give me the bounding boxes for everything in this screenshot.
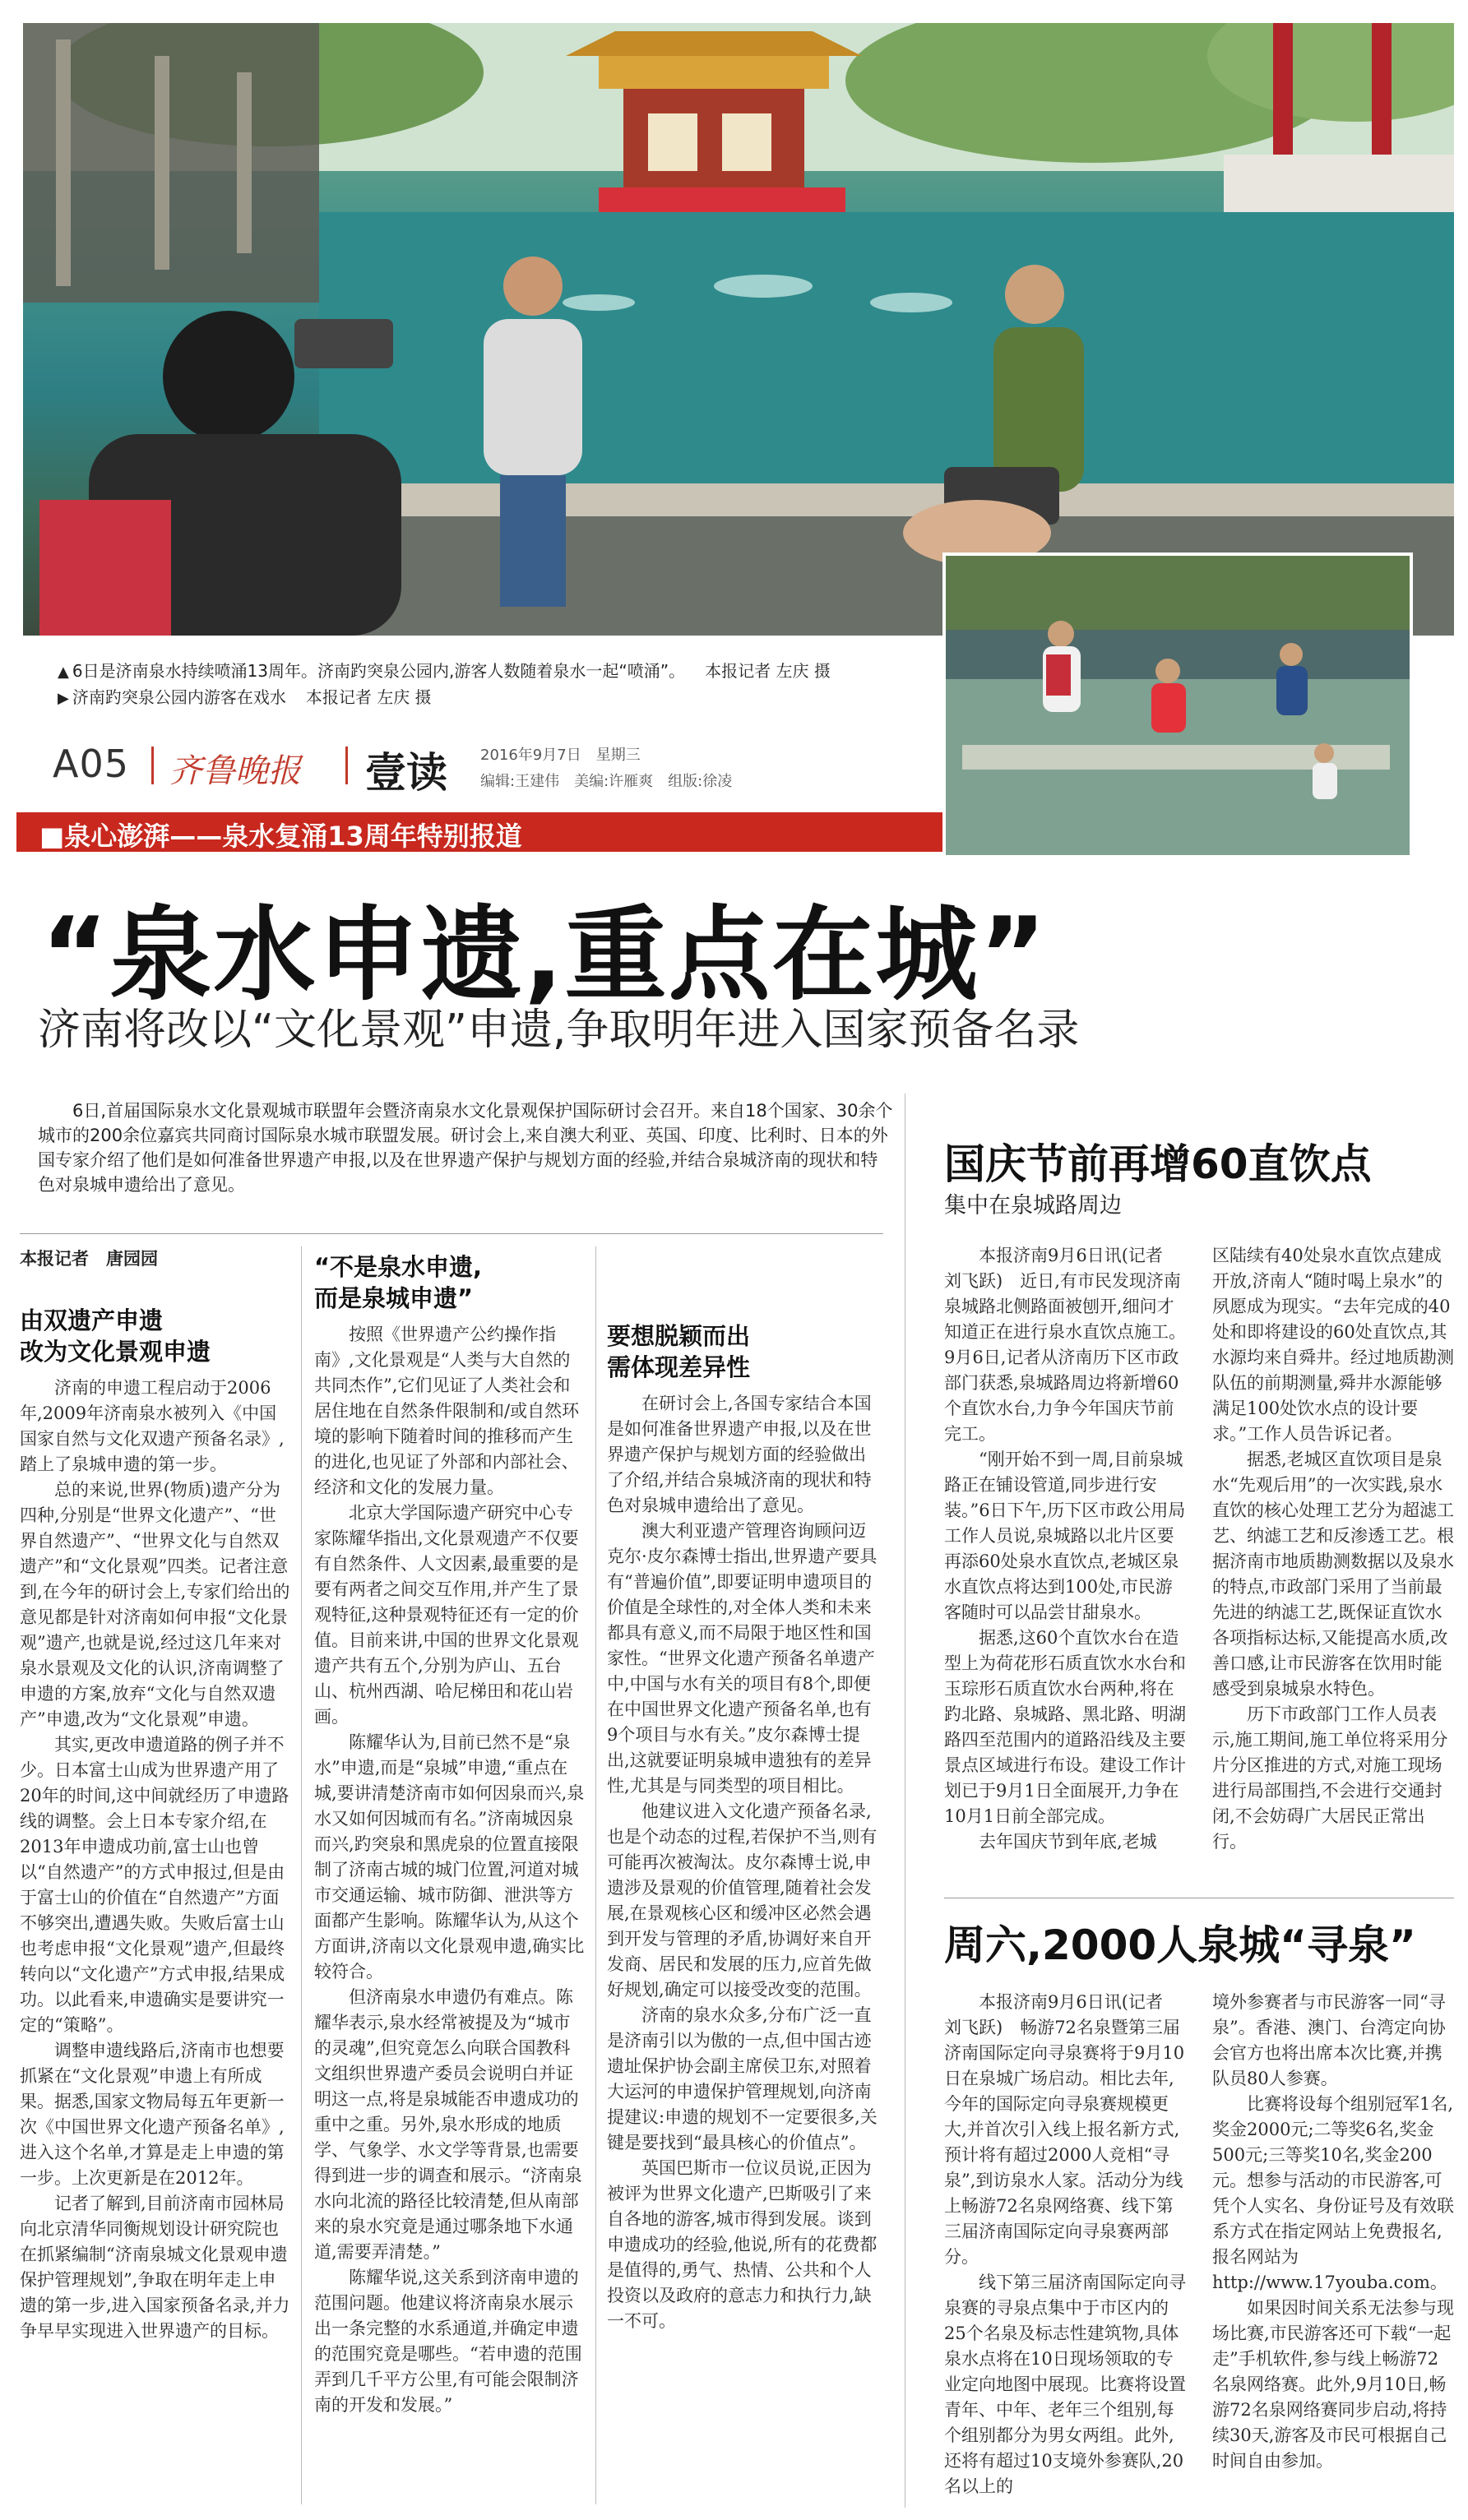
news1-column-b	[1212, 1243, 1454, 1889]
paragraph: 北京大学国际遗产研究中心专家陈耀华指出,文化景观遗产不仅要有自然条件、人文因素,最重要的是要有两者之间交互作用,并产生了景观特征,这种景观特征还有一定的价值。目前来讲,中国的世界文化景观遗产共有五个,分别为庐山、五台山、杭州西湖、哈尼梯田和花山岩画。	[314, 1503, 579, 1727]
paragraph: 他建议进入文化遗产预备名录,也是个动态的过程,若保护不当,则有可能再次被淘汰。皮尔森博士说,申遗涉及景观的价值管理,随着社会发展,在景观核心区和缓冲区必然会遇到开发与管理的矛盾,协调好来自开发商、居民和发展的压力,应首先做好规划,确定可以接受改变的范围。	[607, 1801, 878, 2000]
article-column-3	[607, 1246, 878, 2504]
article-column-1	[20, 1246, 291, 2504]
main-caption-credit: 本报记者 左庆 摄	[705, 661, 831, 681]
paragraph: 但济南泉水申遗仍有难点。陈耀华表示,泉水经常被提及为“城市的灵魂”,但究竟怎么向联合国教科文组织世界遗产委员会说明白并证明这一点,将是泉城能否申遗成功的重中之重。另外,泉水形成的地质学、气象学、水文学等背景,也需要得到进一步的调查和展示。“济南泉水向北流的路径比较清楚,但从南部来的泉水究竟是通过哪条地下水通道,需要弄清楚。”	[314, 1987, 582, 2262]
page-number: A05	[53, 742, 130, 786]
paragraph: 总的来说,世界(物质)遗产分为四种,分别是“世界文化遗产”、“世界自然遗产”、“世界文化与自然双遗产”和“文化景观”四类。记者注意到,在今年的研讨会上,专家们给出的意见都是针对济南如何申报“文化景观”遗产,也就是说,经过这几年来对泉水景观及文化的认识,济南调整了申遗的方案,放弃“文化与自然双遗产”申遗,改为“文化景观”申遗。	[20, 1480, 290, 1729]
issue-date: 2016年9月7日 星期三	[480, 747, 641, 764]
paragraph: 区陆续有40处泉水直饮点建成开放,济南人“随时喝上泉水”的夙愿成为现实。“去年完成的40处和即将建设的60处直饮点,其水源均来自舜井。经过地质勘测队伍的前期测量,舜井水源能够满足100处饮水点的设计要求。”工作人员告诉记者。	[1212, 1246, 1454, 1444]
paragraph: 如果因时间关系无法参与现场比赛,市民游客还可下载“一起走”手机软件,参与线上畅游72名泉网络赛。此外,9月10日,畅游72名泉网络赛同步启动,将持续30天,游客及市民可根据自己时间自由参加。	[1212, 2298, 1454, 2471]
column-subhead: 要想脱颖而出 需体现差异性	[607, 1322, 751, 1381]
page-masthead	[53, 738, 941, 796]
main-photo-caption	[58, 658, 831, 682]
paragraph: 线下第三届济南国际定向寻泉赛的寻泉点集中于市区内的25个名泉及标志性建筑物,具体泉水点将在10日现场领取的专业定向地图中展现。比赛将设置青年、中年、老年三个组别,每个组别都分为男女两组。此外,还将有超过10支境外参赛队,20名以上的	[944, 2273, 1186, 2496]
paragraph: 据悉,老城区直饮项目是泉水“先观后用”的一次实践,泉水直饮的核心处理工艺分为超滤工艺、纳滤工艺和反渗透工艺。根据济南市地质勘测数据以及泉水的特点,市政部门采用了当前最先进的纳滤工艺,既保证直饮水各项指标达标,又能提高水质,改善口感,让市民游客在饮用时能感受到泉城泉水特色。	[1212, 1450, 1454, 1699]
news-subheadline: 集中在泉城路周边	[944, 1193, 1122, 1218]
news-headline-spring-hunt: 周六,2000人泉城“寻泉”	[944, 1921, 1416, 1969]
paragraph: 记者了解到,目前济南市园林局向北京清华同衡规划设计研究院也在抓紧编制“济南泉城文化景观申遗保护管理规划”,争取在明年走上申遗的第一步,进入国家预备名录,并力争早早实现进入世界遗产的目标。	[20, 2194, 290, 2341]
paragraph: 历下市政部门工作人员表示,施工期间,施工单位将采用分片分区推进的方式,对施工现场进行局部围挡,不会进行交通封闭,不会妨碍广大居民正常出行。	[1212, 1704, 1448, 1852]
news2-column-b	[1212, 1990, 1454, 2506]
inset-caption-credit: 本报记者 左庆 摄	[305, 687, 432, 707]
inset-photo	[942, 553, 1413, 858]
visitors-playing-water-illustration	[946, 556, 1410, 855]
section-name: 壹读	[365, 749, 447, 797]
main-photo	[23, 23, 1454, 636]
news2-column-a	[944, 1990, 1186, 2506]
lead-intro: 6日,首届国际泉水文化景观城市联盟年会暨济南泉水文化景观保护国际研讨会召开。来自18个国家、30余个城市的200余位嘉宾共同商讨国际泉水城市联盟发展。研讨会上,来自澳大利亚、英国、印度、比利时、日本的外国专家介绍了他们是如何准备世界遗产申报,以及在世界遗产保护与规划方面的经验,并结合泉城济南的现状和特色对泉城申遗给出了意见。	[38, 1101, 893, 1195]
masthead-divider	[151, 747, 154, 784]
paragraph: 调整申遗线路后,济南市也想要抓紧在“文化景观”申遗上有所成果。据悉,国家文物局每五年更新一次《中国世界文化遗产预备名单》,进入这个名单,才算是走上申遗的第一步。上次更新是在2012年。	[20, 2041, 285, 2188]
paragraph: 其实,更改申遗道路的例子并不少。日本富士山成为世界遗产用了20年的时间,这中间就经历了申遗路线的调整。会上日本专家介绍,在2013年申遗成功前,富士山也曾以“自然遗产”的方式申报过,但是由于富士山的价值在“自然遗产”方面不够突出,遭遇失败。失败后富士山也考虑申报“文化景观”遗产,但最终转向以“文化遗产”方式申报,结果成功。以此看来,申遗确实是要讲究一定的“策略”。	[20, 1735, 289, 2035]
feature-banner	[16, 812, 942, 852]
paragraph: 陈耀华说,这关系到济南申遗的范围问题。他建议将济南泉水展示出一条完整的水系通道,并确定申遗的范围究竟是哪些。“若申遗的范围弄到几千平方公里,有可能会限制济南的开发和发展。”	[314, 2268, 582, 2415]
paragraph: 英国巴斯市一位议员说,正因为被评为世界文化遗产,巴斯吸引了来自各地的游客,城市得到发展。谈到申遗成功的经验,他说,所有的花费都是值得的,勇气、热情、公共和个人投资以及政府的意志力和执行力,缺一不可。	[607, 2158, 878, 2331]
inset-caption-text: 济南趵突泉公园内游客在戏水	[72, 687, 286, 707]
paragraph: 比赛将设每个组别冠军1名,奖金2000元;二等奖6名,奖金500元;三等奖10名,奖金200元。想参与活动的市民游客,可凭个人实名、身份证号及有效联系方式在指定网站上免费报名,报名网站为http://www.17youba.com。	[1212, 2094, 1454, 2292]
right-arrow-icon: ▶	[58, 690, 69, 707]
spring-scene-illustration	[23, 23, 1454, 636]
editor-credits: 编辑:王建伟 美编:许雁爽 组版:徐凌	[480, 773, 733, 790]
masthead-divider	[345, 747, 348, 784]
column-subhead: “不是泉水申遗, 而是泉城申遗”	[314, 1253, 483, 1312]
newspaper-logo: 齐鲁晚报	[169, 752, 301, 790]
news-headline-drinking-points: 国庆节前再增60直饮点	[944, 1140, 1372, 1188]
paragraph: 济南的泉水众多,分布广泛一直是济南引以为傲的一点,但中国古迹遗址保护协会副主席侯卫东,对照着大运河的申遗保护管理规划,向济南提建议:申遗的规划不一定要很多,关键是要找到“最具核心的价值点”。	[607, 2005, 878, 2152]
feature-banner-text: ■泉心澎湃——泉水复涌13周年特别报道	[39, 821, 522, 852]
byline: 本报记者 唐园园	[20, 1249, 158, 1269]
main-caption-text: 6日是济南泉水持续喷涌13周年。济南趵突泉公园内,游客人数随着泉水一起“喷涌”。	[72, 661, 686, 681]
paragraph: 境外参赛者与市民游客一同“寻泉”。香港、澳门、台湾定向协会官方也将出席本次比赛,并携队员80人参赛。	[1212, 1992, 1446, 2088]
inset-photo-caption	[58, 684, 432, 708]
paragraph: 按照《世界遗产公约操作指南》,文化景观是“人类与大自然的共同杰作”,它们见证了人类社会和居住地在自然条件限制和/或自然环境的影响下随着时间的推移而产生的进化,也见证了外部和内部社会、经济和文化的发展力量。	[314, 1325, 580, 1497]
paragraph: “刚开始不到一周,目前泉城路正在铺设管道,同步进行安装。”6日下午,历下区市政公用局工作人员说,泉城路以北片区要再添60处泉水直饮点,老城区泉水直饮点将达到100处,市民游客随时可以品尝甘甜泉水。	[944, 1450, 1186, 1622]
column-rule	[595, 1246, 596, 2504]
paragraph: 本报济南9月6日讯(记者 刘飞跃) 畅游72名泉暨第三届济南国际定向寻泉赛将于9月10日在泉城广场启动。相比去年,今年的国际定向寻泉赛规模更大,并首次引入线上报名新方式,预计将有超过2000人竞相“寻泉”,到访泉水人家。活动分为线上畅游72名泉网络赛、线下第三届济南国际定向寻泉赛两部分。	[944, 1992, 1185, 2267]
lead-subheadline: 济南将改以“文化景观”申遗,争取明年进入国家预备名录	[38, 1006, 1080, 1055]
lead-headline: “泉水申遗,重点在城”	[41, 896, 1049, 1015]
article-column-2	[314, 1246, 586, 2504]
news1-column-a	[944, 1243, 1186, 1889]
paragraph: 济南的申遗工程启动于2006年,2009年济南泉水被列入《中国国家自然与文化双遗产预备名录》,踏上了泉城申遗的第一步。	[20, 1378, 285, 1474]
up-arrow-icon: ▲	[58, 664, 69, 681]
paragraph: 在研讨会上,各国专家结合本国是如何准备世界遗产申报,以及在世界遗产保护与规划方面的经验做出了介绍,并结合泉城济南的现状和特色对泉城申遗给出了意见。	[607, 1394, 872, 1515]
paragraph: 本报济南9月6日讯(记者 刘飞跃) 近日,有市民发现济南泉城路北侧路面被刨开,细问才知道正在进行泉水直饮点施工。9月6日,记者从济南历下区市政部门获悉,泉城路周边将新增60个直饮水台,力争今年国庆节前完工。	[944, 1246, 1186, 1444]
paragraph: 澳大利亚遗产管理咨询顾问迈克尔·皮尔森博士指出,世界遗产要具有“普遍价值”,即要证明申遗项目的价值是全球性的,对全体人类和未来都具有意义,而不局限于地区性和国家性。“世界文化遗产预备名单遗产中,中国与水有关的项目有8个,即便在中国世界文化遗产预备名单,也有9个项目与水有关。”皮尔森博士提出,这就要证明泉城申遗独有的差异性,尤其是与同类型的项目相比。	[607, 1521, 878, 1796]
paragraph: 陈耀华认为,目前已然不是“泉水”申遗,而是“泉城”申遗,“重点在城,要讲清楚济南市如何因泉而兴,泉水又如何因城而有名。”济南城因泉而兴,趵突泉和黑虎泉的位置直接限制了济南古城的城门位置,河道对城市交通运输、城市防御、泄洪等方面都产生影响。陈耀华认为,从这个方面讲,济南以文化景观申遗,确实比较符合。	[314, 1732, 585, 1981]
paragraph: 去年国庆节到年底,老城	[979, 1832, 1157, 1852]
paragraph: 据悉,这60个直饮水台在造型上为荷花形石质直饮水水台和玉琮形石质直饮水台两种,将在趵北路、泉城路、黑北路、明湖路四至范围内的道路沿线及主要景点区域进行布设。建设工作计划已于9月1日全面展开,力争在10月1日前全部完成。	[944, 1628, 1186, 1826]
column-rule	[301, 1246, 302, 2504]
article-divider	[20, 1233, 883, 1234]
column-subhead: 由双遗产申遗 改为文化景观申遗	[20, 1306, 211, 1366]
